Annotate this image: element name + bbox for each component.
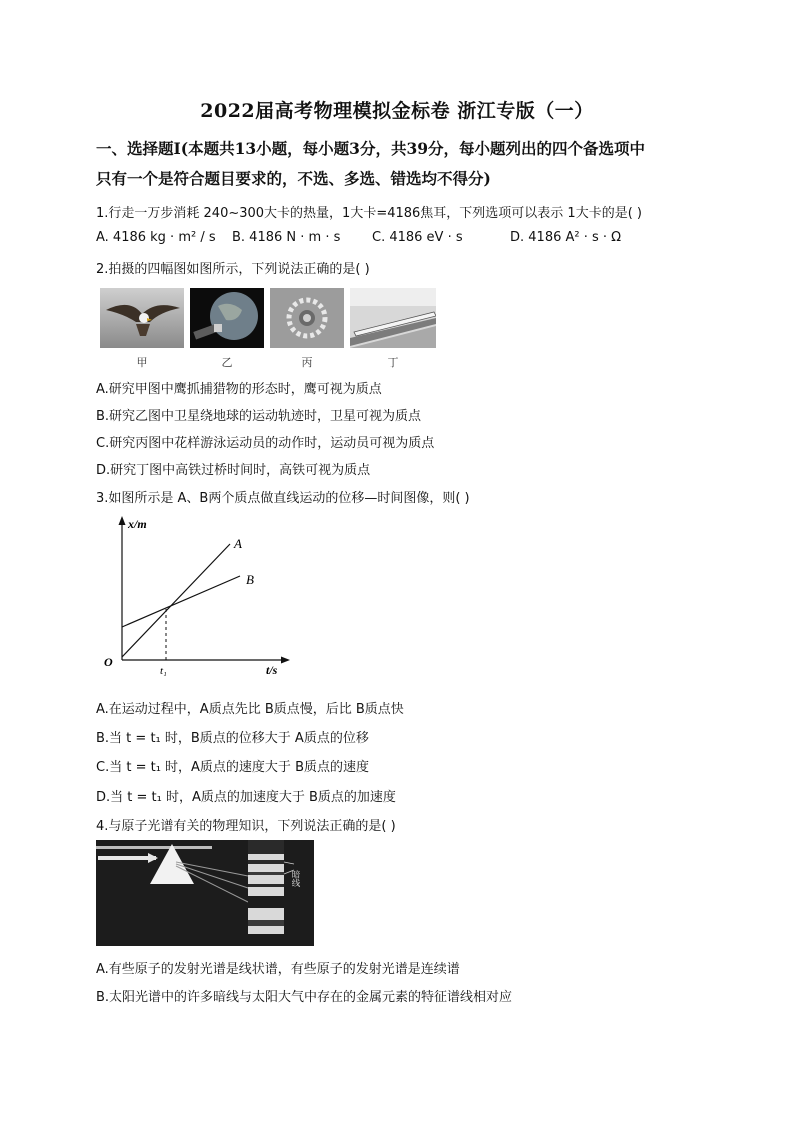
q2-stem: 2.拍摄的四幅图如图所示，下列说法正确的是( ) xyxy=(96,262,370,277)
swimming-photo xyxy=(270,288,344,348)
train-photo xyxy=(350,288,436,348)
y-axis-label: x/m xyxy=(128,517,147,531)
line-a xyxy=(122,544,230,657)
x-axis-label: t/s xyxy=(266,663,278,676)
origin-label: O xyxy=(104,655,113,669)
caption-jia: 甲 xyxy=(136,356,148,369)
dark-line-label: 暗线 xyxy=(290,870,300,887)
caption-bing: 丙 xyxy=(301,356,313,369)
q2-option-c: C.研究丙图中花样游泳运动员的动作时，运动员可视为质点 xyxy=(96,436,435,451)
x-axis-arrow xyxy=(281,657,290,664)
q1-option-b: B. 4186 N · m · s xyxy=(232,230,341,245)
q4-option-a: A.有些原子的发射光谱是线状谱，有些原子的发射光谱是连续谱 xyxy=(96,962,460,977)
q1-stem: 1.行走一万步消耗 240~300大卡的热量，1大卡=4186焦耳，下列选项可以表示 1大卡的是( ) xyxy=(96,206,642,221)
caption-yi: 乙 xyxy=(221,356,233,369)
satellite-photo xyxy=(190,288,264,348)
q1-option-d: D. 4186 A² · s · Ω xyxy=(510,230,622,245)
line-a-label: A xyxy=(234,536,242,551)
q3-stem: 3.如图所示是 A、B两个质点做直线运动的位移—时间图像，则( ) xyxy=(96,491,470,506)
q4-option-b: B.太阳光谱中的许多暗线与太阳大气中存在的金属元素的特征谱线相对应 xyxy=(96,990,513,1005)
section-heading-line1: 一、选择题Ⅰ(本题共13小题，每小题3分，共39分，每小题列出的四个备选项中 xyxy=(96,139,646,158)
section-heading-line2: 只有一个是符合题目要求的，不选、多选、错选均不得分) xyxy=(96,169,491,188)
q3-option-c: C.当 t = t₁ 时，A质点的速度大于 B质点的速度 xyxy=(96,760,369,775)
displacement-time-graph xyxy=(100,514,300,676)
y-axis-arrow xyxy=(119,516,126,525)
line-b xyxy=(122,576,240,627)
q3-option-a: A.在运动过程中，A质点先比 B质点慢，后比 B质点快 xyxy=(96,702,404,717)
q3-option-d: D.当 t = t₁ 时，A质点的加速度大于 B质点的加速度 xyxy=(96,790,396,805)
page-title: 2022届高考物理模拟金标卷 浙江专版（一） xyxy=(200,100,594,122)
caption-ding: 丁 xyxy=(387,356,399,369)
spectrum-figure xyxy=(96,840,314,946)
q2-option-a: A.研究甲图中鹰抓捕猎物的形态时，鹰可视为质点 xyxy=(96,382,382,397)
spectrum-strip xyxy=(248,840,284,946)
q4-stem: 4.与原子光谱有关的物理知识，下列说法正确的是( ) xyxy=(96,819,396,834)
q2-option-d: D.研究丁图中高铁过桥时间时，高铁可视为质点 xyxy=(96,463,371,478)
line-b-label: B xyxy=(246,572,254,587)
q1-option-c: C. 4186 eV · s xyxy=(372,230,463,245)
q2-option-b: B.研究乙图中卫星绕地球的运动轨迹时，卫星可视为质点 xyxy=(96,409,422,424)
q1-option-a: A. 4186 kg · m² / s xyxy=(96,230,216,245)
t1-label: t₁ xyxy=(160,665,167,676)
q3-option-b: B.当 t = t₁ 时，B质点的位移大于 A质点的位移 xyxy=(96,731,369,746)
eagle-photo xyxy=(100,288,184,348)
